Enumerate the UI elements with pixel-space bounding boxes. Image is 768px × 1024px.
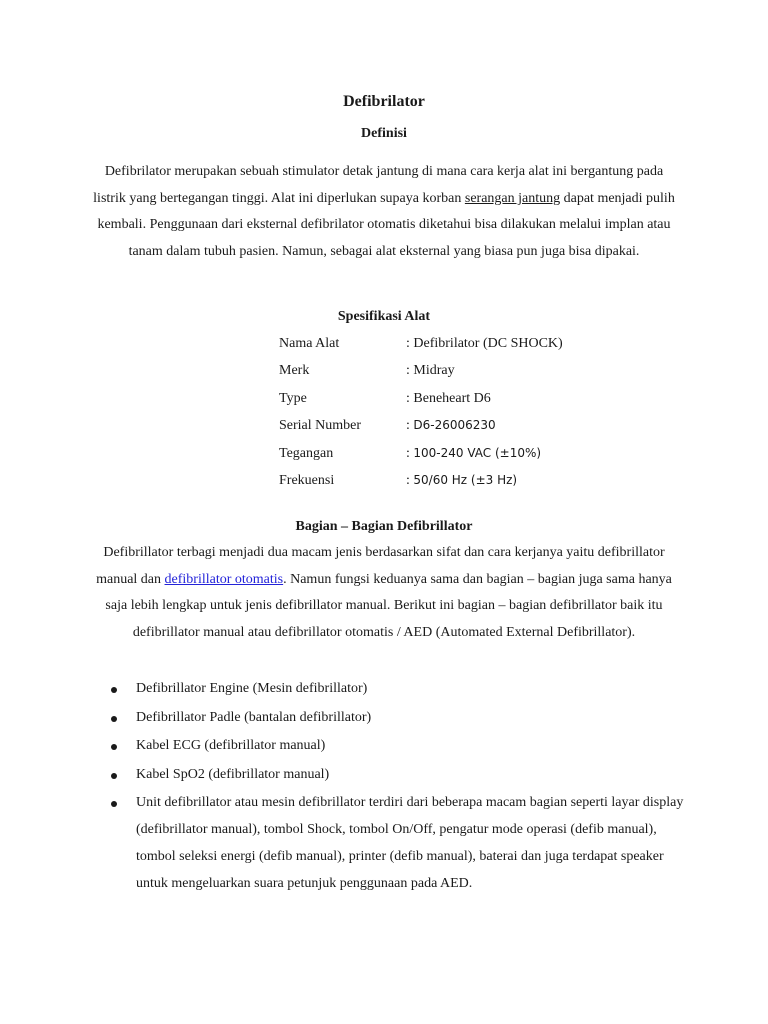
spec-key: Type: [279, 390, 307, 406]
spec-row: [279, 440, 563, 467]
list-item: [109, 761, 684, 789]
list-item: [109, 789, 684, 897]
list-item: [109, 675, 684, 703]
spec-key: Nama Alat: [279, 336, 340, 351]
spec-row: [279, 357, 563, 384]
spec-value: 50/60 Hz (±3 Hz): [413, 472, 518, 487]
bullet-icon: [111, 687, 117, 693]
spec-table: [279, 330, 563, 494]
spec-colon: :: [406, 418, 414, 434]
spec-row: [279, 385, 563, 412]
definisi-text-1: Defibrilator merupakan sebuah stimulator detak jantung di mana cara kerja alat ini bergantung pada listrik yang bertegangan tinggi. Alat ini diperlukan supaya korban: [93, 164, 664, 206]
bagian-text-1: Defibrillator terbagi menjadi dua macam jenis berdasarkan sifat dan cara kerjanya yaitu defibrillator manual dan: [96, 545, 665, 587]
spec-key: Frekuensi: [279, 472, 335, 488]
bullet-icon: [111, 801, 117, 807]
defibrillator-otomatis-link[interactable]: defibrillator otomatis: [164, 571, 284, 587]
spec-value: : Beneheart D6: [406, 390, 491, 406]
list-item-text: Defibrillator Padle (bantalan defibrillator): [136, 709, 372, 725]
list-item: [109, 704, 684, 732]
serangan-jantung-link[interactable]: serangan jantung: [464, 190, 561, 206]
bagian-paragraph: [88, 540, 680, 647]
bagian-heading: Bagian – Bagian Defibrillator: [295, 519, 473, 534]
bagian-list: [109, 675, 684, 898]
list-item-text: Unit defibrillator atau mesin defibrillator terdiri dari beberapa macam bagian seperti layar display (defibrillator manual), tombol Shock, tombol On/Off, pengatur mode operasi (defib manual), tombol seleksi energi (defib manual), printer (defib manual), baterai dan juga terdapat speaker untuk mengeluarkan suara petunjuk penggunaan pada AED.: [136, 795, 684, 891]
spec-value: 100-240 VAC (±10%): [413, 445, 542, 460]
spec-key: Serial Number: [279, 418, 362, 434]
bullet-icon: [111, 773, 117, 779]
list-item-text: Defibrillator Engine (Mesin defibrillator): [136, 681, 368, 696]
list-item-text: Kabel ECG (defibrillator manual): [136, 738, 326, 753]
spec-value: D6-26006230: [413, 418, 496, 433]
bullet-icon: [111, 744, 117, 750]
spec-value: : Defibrilator (DC SHOCK): [406, 336, 563, 351]
spec-colon: :: [406, 472, 414, 488]
bullet-icon: [111, 716, 117, 722]
list-item-text: Kabel SpO2 (defibrillator manual): [136, 766, 330, 782]
list-item: [109, 732, 684, 760]
spesifikasi-heading: Spesifikasi Alat: [337, 309, 431, 324]
definisi-text-2: dapat menjadi pulih kembali. Penggunaan dari eksternal defibrilator otomatis diketahui bisa dilakukan melalui implan atau tanam dalam tubuh pasien. Namun, sebagai alat eksternal yang biasa pun juga bisa dipakai.: [97, 190, 675, 260]
bagian-text-2: . Namun fungsi keduanya sama dan bagian – bagian juga sama hanya saja lebih lengkap untuk jenis defibrillator manual. Berikut ini bagian – bagian defibrillator baik itu defibrillator manual atau defibrillator otomatis / AED (Automated External Defibrillator).: [105, 571, 672, 641]
spec-row: [279, 467, 563, 494]
definisi-paragraph: [90, 159, 678, 266]
spec-key: Tegangan: [279, 445, 334, 461]
spec-colon: :: [406, 445, 414, 461]
definisi-heading: Definisi: [361, 126, 407, 141]
spec-row: [279, 330, 563, 357]
spec-row: [279, 412, 563, 439]
spec-key: Merk: [279, 363, 310, 379]
spec-value: : Midray: [406, 363, 455, 379]
page-title: Defibrilator: [343, 93, 425, 110]
